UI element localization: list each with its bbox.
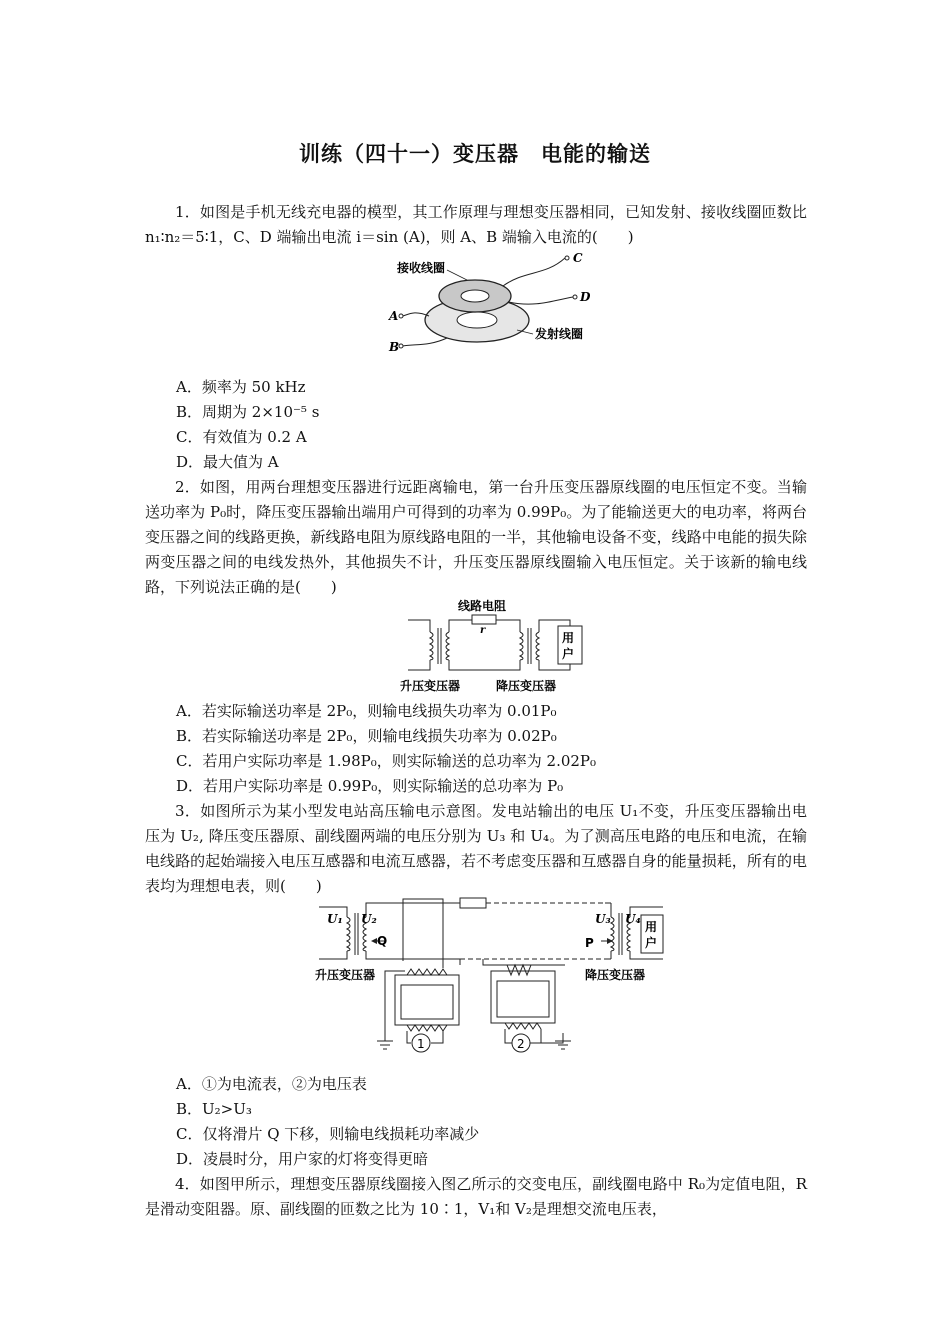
question-3-option-b: B．U₂>U₃ bbox=[176, 1100, 252, 1118]
step-up-transformer-label: 升压变压器 bbox=[315, 968, 376, 982]
step-down-transformer-label: 降压变压器 bbox=[496, 679, 557, 693]
terminal-c-label: C bbox=[573, 251, 583, 265]
voltage-u1-label: U₁ bbox=[327, 912, 343, 926]
question-2-figure bbox=[400, 598, 590, 700]
question-1-figure bbox=[385, 250, 615, 364]
slider-q-label: Q bbox=[377, 934, 388, 948]
resistor-r-label: r bbox=[480, 625, 486, 636]
user-label-1: 用 bbox=[562, 631, 575, 645]
terminal-d-label: D bbox=[580, 290, 591, 304]
question-2-option-c: C．若用户实际功率是 1.98P₀，则实际输送的总功率为 2.02P₀ bbox=[176, 752, 597, 770]
page-title: 训练（四十一）变压器 电能的输送 bbox=[299, 142, 651, 166]
receive-coil-label: 接收线圈 bbox=[397, 261, 446, 275]
question-1-option-c: C．有效值为 0.2 A bbox=[176, 428, 307, 446]
question-1-stem: 1．如图是手机无线充电器的模型，其工作原理与理想变压器相同，已知发射、接收线圈匝数比 n₁∶n₂＝5∶1，C、D 端输出电流 i＝sin (A)，则 A、B 端输入电流的( ) bbox=[145, 203, 807, 246]
user-label-2: 户 bbox=[562, 647, 575, 661]
question-2-option-b: B．若实际输送功率是 2P₀，则输电线损失功率为 0.02P₀ bbox=[176, 727, 557, 745]
question-3-stem: 3．如图所示为某小型发电站高压输电示意图。发电站输出的电压 U₁不变，升压变压器输出电压为 U₂, 降压变压器原、副线圈两端的电压分别为 U₃ 和 U₄。为了测高压电路的电压和电流，在输电线路的起始端接入电压互感器和电流互感器，若不考虑变压器和互感器自身的能量损耗，所有的电表均为理想电表，则( ) bbox=[145, 802, 807, 895]
question-1-option-b: B．周期为 2×10⁻⁵ s bbox=[176, 403, 320, 421]
question-1-option-a: A．频率为 50 kHz bbox=[176, 378, 306, 396]
question-2-stem: 2．如图，用两台理想变压器进行远距离输电，第一台升压变压器原线圈的电压恒定不变。当输送功率为 P₀时，降压变压器输出端用户可得到的功率为 0.99P₀。为了能输送更大的电功率，将两台变压器之间的线路更换，新线路电阻为原线路电阻的一半，其他输电设备不变，线路中电能的损失除两变压器之间的电线发热外，其他损失不计，升压变压器原线圈输入电压恒定。关于该新的输电线路，下列说法正确的是( ) bbox=[145, 478, 807, 596]
line-resistance-label: 线路电阻 bbox=[458, 599, 507, 613]
voltage-u4-label: U₄ bbox=[625, 912, 641, 926]
terminal-a-label: A bbox=[389, 309, 399, 323]
step-down-transformer-label: 降压变压器 bbox=[585, 968, 646, 982]
question-3-figure bbox=[315, 893, 675, 1065]
voltage-u2-label: U₂ bbox=[361, 912, 377, 926]
voltage-u3-label: U₃ bbox=[595, 912, 611, 926]
question-4-stem: 4．如图甲所示，理想变压器原线圈接入图乙所示的交变电压，副线圈电路中 R₀为定值电阻，R 是滑动变阻器。原、副线圈的匝数之比为 10∶1，V₁和 V₂是理想交流电压表， bbox=[145, 1175, 807, 1218]
question-3-option-d: D．凌晨时分，用户家的灯将变得更暗 bbox=[176, 1150, 429, 1168]
slider-p-label: P bbox=[585, 936, 594, 950]
meter-1-label: 1 bbox=[417, 1037, 425, 1051]
meter-2-label: 2 bbox=[517, 1037, 525, 1051]
question-3-option-c: C．仅将滑片 Q 下移，则输电线损耗功率减少 bbox=[176, 1125, 480, 1143]
question-2-option-a: A．若实际输送功率是 2P₀，则输电线损失功率为 0.01P₀ bbox=[176, 702, 557, 720]
question-3-option-a: A．①为电流表，②为电压表 bbox=[176, 1075, 367, 1093]
step-up-transformer-label: 升压变压器 bbox=[400, 679, 461, 693]
question-2-option-d: D．若用户实际功率是 0.99P₀，则实际输送的总功率为 P₀ bbox=[176, 777, 564, 795]
user-label-1: 用 bbox=[645, 920, 658, 934]
transmit-coil-label: 发射线圈 bbox=[535, 327, 584, 341]
terminal-b-label: B bbox=[389, 340, 400, 354]
question-1-option-d: D．最大值为 A bbox=[176, 453, 279, 471]
user-label-2: 户 bbox=[645, 936, 658, 950]
